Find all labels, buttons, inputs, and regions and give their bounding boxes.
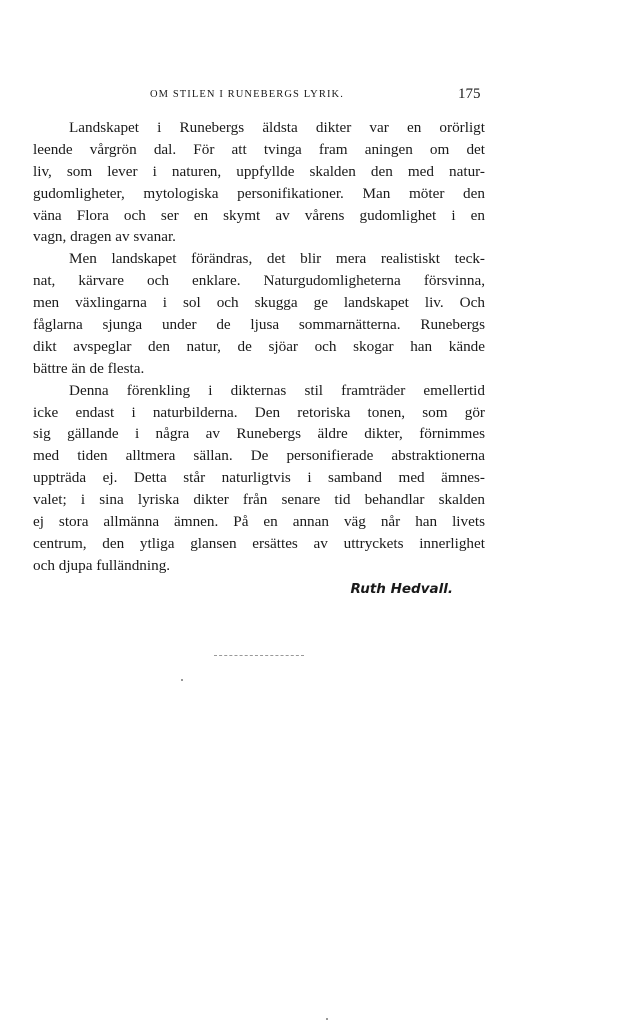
text-line: och djupa fulländning.: [33, 556, 171, 574]
text-line: med tiden alltmera sällan. De personifierade abstraktionerna: [33, 447, 485, 465]
page-number: 175: [458, 86, 481, 102]
text-line: liv, som lever i naturen, uppfyllde skalden den med natur-: [33, 162, 485, 180]
text-line: valet; i sina lyriska dikter från senare tid behandlar skalden: [33, 491, 485, 509]
running-head: [0, 86, 632, 107]
article-text: [33, 117, 485, 601]
text-line: icke endast i naturbilderna. Den retoriska tonen, som gör: [33, 403, 485, 421]
end-rule: [214, 655, 304, 657]
text-line: men växlingarna i sol och skugga ge landskapet liv. Och: [33, 294, 485, 312]
text-line: Men landskapet förändras, det blir mera realistiskt teck-: [69, 250, 485, 268]
text-line: vagn, dragen av svanar.: [33, 228, 176, 246]
text-line: leende vårgrön dal. För att tvinga fram aningen om det: [33, 140, 485, 158]
text-line: uppträda ej. Detta står naturligtvis i samband med ämnes-: [33, 469, 485, 487]
text-line: nat, kärvare och enklare. Naturgudomligheterna försvinna,: [33, 272, 485, 290]
author-signature: Ruth Hedvall.: [350, 580, 453, 597]
text-line: ej stora allmänna ämnen. På en annan väg når han livets: [33, 513, 485, 531]
print-speck: [326, 1018, 328, 1020]
text-line: bättre än de flesta.: [33, 359, 145, 377]
text-line: väna Flora och ser en skymt av vårens gudomlighet i en: [33, 206, 485, 224]
print-speck: [181, 679, 183, 681]
text-line: Landskapet i Runebergs äldsta dikter var en orörligt: [69, 119, 485, 136]
text-line: fåglarna sjunga under de ljusa sommarnätterna. Runebergs: [33, 316, 485, 334]
running-title: OM STILEN I RUNEBERGS LYRIK.: [150, 89, 344, 100]
text-line: gudomligheter, mytologiska personifikationer. Man möter den: [33, 184, 485, 202]
text-line: Denna förenkling i dikternas stil framträder emellertid: [69, 381, 485, 399]
text-line: centrum, den ytliga glansen ersättes av uttryckets innerlighet: [33, 534, 485, 552]
text-line: dikt avspeglar den natur, de sjöar och skogar han kände: [33, 337, 485, 355]
text-line: sig gällande i några av Runebergs äldre dikter, förnimmes: [33, 425, 485, 443]
